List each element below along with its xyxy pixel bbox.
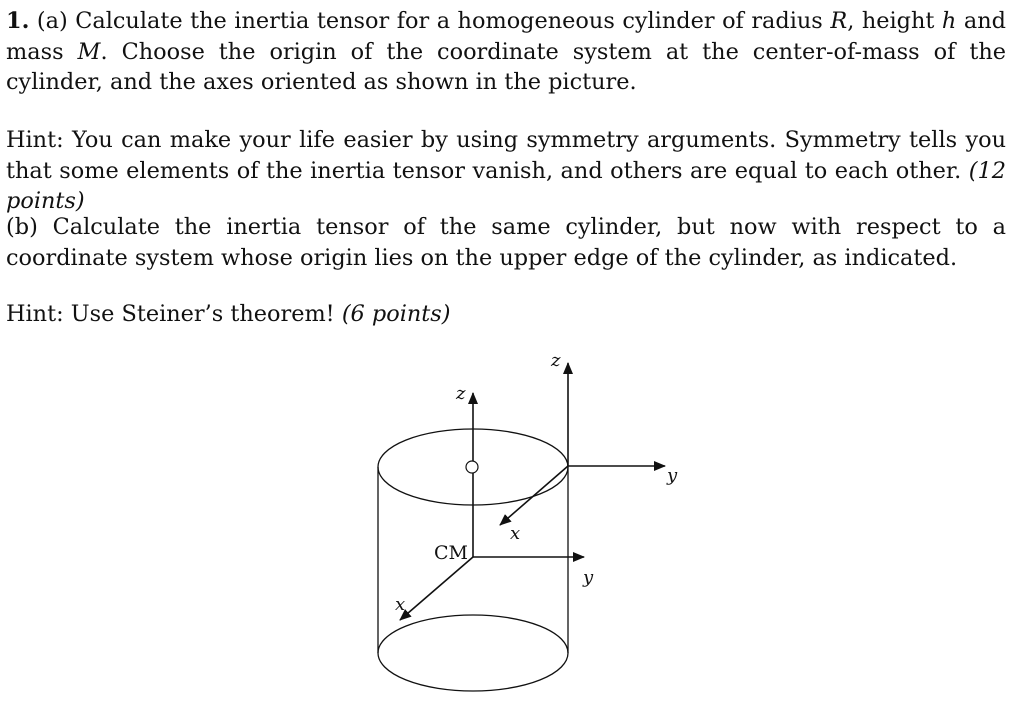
edge-y-label: y xyxy=(667,465,678,486)
cylinder-bottom-back-arc xyxy=(378,615,568,653)
part-a-label: (a) xyxy=(36,8,68,34)
cm-axes xyxy=(400,393,584,620)
cm-label: CM xyxy=(434,542,468,564)
part-a-hint-text: Hint: You can make your life easier by using symmetry arguments. Symmetry tells you that some elements of the inertia tensor vanish, and others are equal to each other. xyxy=(6,127,1006,184)
cm-z-label: z xyxy=(456,383,466,404)
part-a-points: (12 points) xyxy=(6,157,1006,214)
problem-number: 1. xyxy=(6,8,30,34)
edge-x-label: x xyxy=(510,523,521,544)
cm-x-label: x xyxy=(395,594,406,615)
cm-y-label: y xyxy=(583,567,594,588)
radius-symbol: R xyxy=(830,8,848,34)
edge-axes xyxy=(500,363,665,525)
part-b-text: (b) Calculate the inertia tensor of the same cylinder, but now with respect to a coordinate system whose origin lies on the upper edge of the cylinder, as indicated. xyxy=(6,214,1006,271)
part-b-points: (6 points) xyxy=(341,301,451,327)
part-a-text-4: . Choose the origin of the coordinate system at the center-of-mass of the cylinder, and the axes oriented as shown in the picture. xyxy=(6,38,1007,95)
cylinder-bottom-arc xyxy=(378,653,568,691)
edge-x-axis xyxy=(500,466,568,525)
part-b-hint-text: Hint: Use Steiner’s theorem! xyxy=(6,301,335,327)
part-a-text-2: , height xyxy=(847,8,935,34)
mass-symbol: M xyxy=(77,38,101,65)
part-a-text-1: Calculate the inertia tensor for a homogeneous cylinder of radius xyxy=(75,8,823,34)
part-a-text-3: and mass xyxy=(6,8,1006,65)
height-symbol: h xyxy=(941,8,957,34)
edge-z-label: z xyxy=(551,350,561,371)
top-center-marker xyxy=(466,461,478,473)
cm-x-axis xyxy=(400,557,473,620)
